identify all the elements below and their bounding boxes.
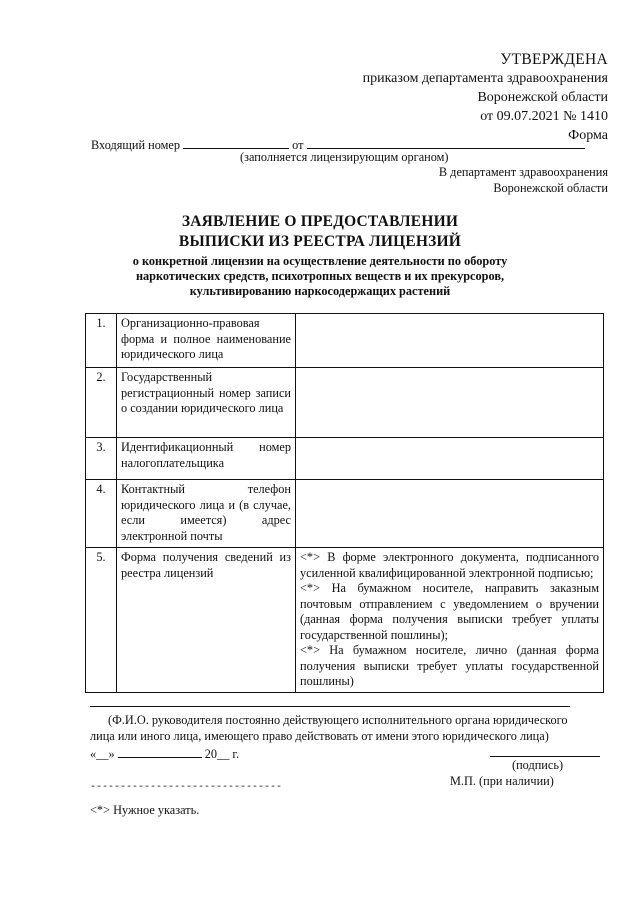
stamp-label: М.П. (при наличии)	[450, 774, 554, 788]
title-line: ЗАЯВЛЕНИЕ О ПРЕДОСТАВЛЕНИИ	[181, 213, 459, 230]
addressee-line: В департамент здравоохранения	[438, 165, 608, 179]
title-subline: культивированию наркосодержащих растений	[189, 284, 451, 298]
title-subline: наркотических средств, психотропных веществ и их прекурсоров,	[135, 269, 505, 283]
date-month-field[interactable]	[118, 745, 202, 758]
fio-note-line: (Ф.И.О. руководителя постоянно действующего исполнительного органа юридического	[108, 713, 568, 727]
fio-note-line: лица или иного лица, имеющего право действовать от имени этого юридического лица)	[90, 729, 549, 743]
approval-form-label: Форма	[568, 128, 608, 143]
delivery-options[interactable]: <*> В форме электронного документа, подписанного усиленной квалифицированной электронной подписью; <*> На бумажном носителе, направить заказным почтовым отправлением с уведомлением о вручении (данная форма получения выписки требует уплаты государственной пошлины); <*> На бумажном носителе, лично (данная форма получения выписки требует уплаты государственной пошлины)	[296, 548, 604, 693]
row-number: 5.	[86, 548, 117, 693]
row-label: Государственный регистрационный номер записи о создании юридического лица	[117, 368, 296, 438]
date-year[interactable]: 20__ г.	[204, 747, 240, 761]
row-label: Контактный телефон юридического лица и (в случае, если имеется) адрес электронной почты	[117, 480, 296, 548]
row-label: Идентификационный номер налогоплательщика	[117, 438, 296, 480]
incoming-date-field[interactable]	[307, 136, 585, 149]
application-table	[85, 313, 604, 693]
row-number: 2.	[86, 368, 117, 438]
row-value-field[interactable]	[296, 438, 604, 480]
row-value-field[interactable]	[296, 314, 604, 368]
table-row	[86, 548, 604, 693]
addressee-line: Воронежской области	[493, 181, 608, 195]
approval-line: от 09.07.2021 № 1410	[480, 109, 608, 124]
row-value-field[interactable]	[296, 368, 604, 438]
title-subline: о конкретной лицензии на осуществление деятельности по обороту	[132, 254, 508, 268]
document-title	[0, 212, 640, 299]
date-row	[90, 745, 239, 762]
signature-line[interactable]	[490, 756, 600, 757]
addressee-block	[439, 164, 608, 196]
fio-line[interactable]	[90, 706, 570, 707]
date-day[interactable]: «__»	[90, 747, 115, 761]
fio-note	[90, 712, 610, 744]
row-number: 4.	[86, 480, 117, 548]
incoming-number-field[interactable]	[183, 136, 289, 149]
approval-heading: УТВЕРЖДЕНА	[500, 51, 608, 68]
approval-line: приказом департамента здравоохранения	[362, 71, 608, 86]
signature-label: (подпись)	[512, 758, 564, 772]
approval-line: Воронежской области	[477, 90, 608, 105]
table-row	[86, 480, 604, 548]
row-label: Форма получения сведений из реестра лицензий	[117, 548, 296, 693]
row-number: 1.	[86, 314, 117, 368]
row-label: Организационно-правовая форма и полное наименование юридического лица	[117, 314, 296, 368]
table-row	[86, 314, 604, 368]
incoming-from-label: от	[292, 138, 304, 152]
table-row	[86, 438, 604, 480]
incoming-number-label: Входящий номер	[91, 138, 181, 152]
footnote-separator: --------------------------------	[90, 782, 283, 793]
row-number: 3.	[86, 438, 117, 480]
title-line: ВЫПИСКИ ИЗ РЕЕСТРА ЛИЦЕНЗИЙ	[178, 233, 462, 250]
row-value-field[interactable]	[296, 480, 604, 548]
incoming-note: (заполняется лицензирующим органом)	[240, 150, 449, 164]
approval-block	[363, 50, 608, 145]
table-row	[86, 368, 604, 438]
footnote-text: <*> Нужное указать.	[90, 803, 200, 817]
